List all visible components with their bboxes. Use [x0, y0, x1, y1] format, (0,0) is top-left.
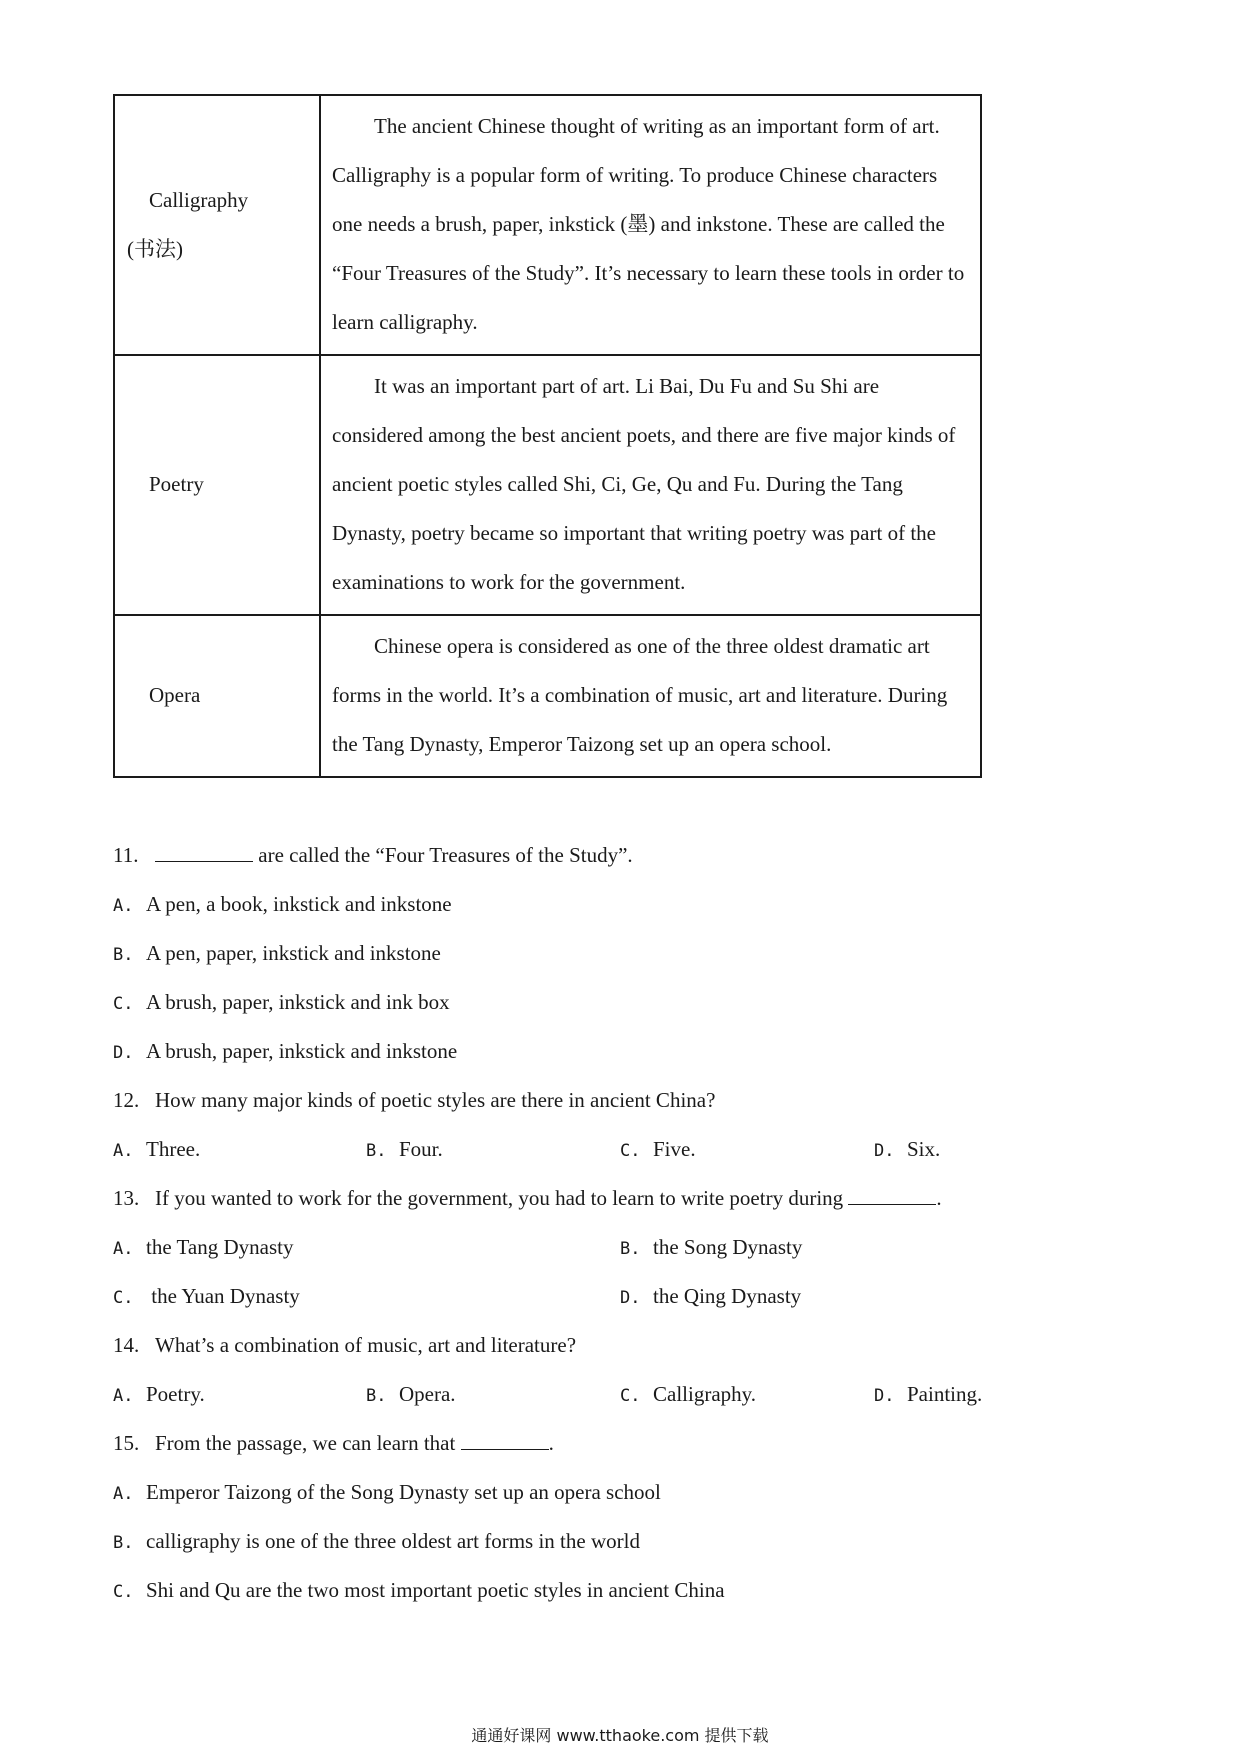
question-text-end: . [548, 1431, 554, 1455]
option-text: A brush, paper, inkstick and inkstone [146, 1039, 458, 1063]
option-letter: D. [874, 1386, 895, 1406]
question-12 [113, 1088, 715, 1112]
question-number: 15. [113, 1431, 140, 1455]
table-row [114, 615, 981, 778]
question-text: How many major kinds of poetic styles are there in ancient China? [155, 1088, 716, 1112]
option-b[interactable] [113, 1529, 640, 1555]
option-text: the Song Dynasty [653, 1235, 803, 1259]
option-letter: A. [113, 1386, 134, 1406]
option-letter: C. [620, 1141, 641, 1161]
option-text: Three. [146, 1137, 201, 1161]
option-a[interactable] [113, 1382, 205, 1408]
option-c[interactable] [113, 1284, 300, 1310]
option-letter: A. [113, 1141, 134, 1161]
option-letter: B. [620, 1239, 641, 1259]
topic-cell [114, 95, 320, 355]
option-text: Poetry. [146, 1382, 205, 1406]
answer-blank [848, 1186, 936, 1205]
description-cell [320, 615, 981, 778]
question-number: 14. [113, 1333, 140, 1357]
topic-name: Poetry [149, 472, 204, 497]
option-b[interactable] [113, 941, 441, 967]
option-text: Four. [399, 1137, 443, 1161]
question-13 [113, 1186, 942, 1210]
option-text: Five. [653, 1137, 696, 1161]
answer-blank [461, 1431, 549, 1450]
option-text: A brush, paper, inkstick and ink box [146, 990, 450, 1014]
option-a[interactable] [113, 1480, 661, 1506]
topic-cell [114, 355, 320, 615]
page-footer: 通通好课网 www.tthaoke.com 提供下载 [471, 1726, 769, 1745]
option-d[interactable] [874, 1137, 940, 1163]
question-text: If you wanted to work for the government, you had to learn to write poetry during [155, 1186, 849, 1210]
option-text: A pen, paper, inkstick and inkstone [146, 941, 441, 965]
question-text: What’s a combination of music, art and literature? [155, 1333, 577, 1357]
option-text: Six. [907, 1137, 941, 1161]
option-b[interactable] [366, 1382, 456, 1408]
option-letter: B. [113, 945, 134, 965]
option-text: Shi and Qu are the two most important poetic styles in ancient China [146, 1578, 725, 1602]
option-d[interactable] [620, 1284, 801, 1310]
topic-name: Opera [149, 683, 201, 708]
question-text: From the passage, we can learn that [155, 1431, 461, 1455]
option-c[interactable] [113, 1578, 725, 1604]
option-text: A pen, a book, inkstick and inkstone [146, 892, 452, 916]
description-text: The ancient Chinese thought of writing as an important form of art. Calligraphy is a popular form of writing. To produce Chinese characters one needs a brush, paper, inkstick (墨) and inkstone. These are called the “Four Treasures of the Study”. It’s necessary to learn these tools in order to learn calligraphy. [332, 114, 965, 335]
option-letter: D. [620, 1288, 641, 1308]
question-number: 11. [113, 843, 139, 867]
question-text-end: . [936, 1186, 942, 1210]
option-text: Emperor Taizong of the Song Dynasty set up an opera school [146, 1480, 661, 1504]
table-row [114, 95, 981, 355]
option-letter: A. [113, 896, 134, 916]
option-a[interactable] [113, 892, 452, 918]
topic-cell [114, 615, 320, 778]
option-c[interactable] [620, 1137, 696, 1163]
option-letter: A. [113, 1239, 134, 1259]
option-letter: B. [366, 1386, 387, 1406]
option-letter: C. [113, 1582, 134, 1602]
option-letter: B. [113, 1533, 134, 1553]
question-number: 13. [113, 1186, 140, 1210]
description-text: Chinese opera is considered as one of the three oldest dramatic art forms in the world. It’s a combination of music, art and literature. During the Tang Dynasty, Emperor Taizong set up an opera school. [332, 634, 948, 757]
topic-name: Calligraphy [149, 187, 249, 212]
option-c[interactable] [620, 1382, 756, 1408]
option-a[interactable] [113, 1235, 293, 1261]
option-letter: D. [874, 1141, 895, 1161]
option-letter: C. [113, 994, 134, 1014]
option-letter: C. [620, 1386, 641, 1406]
option-b[interactable] [620, 1235, 802, 1261]
option-b[interactable] [366, 1137, 443, 1163]
option-c[interactable] [113, 990, 450, 1016]
option-text: Opera. [399, 1382, 456, 1406]
option-letter: D. [113, 1043, 134, 1063]
question-number: 12. [113, 1088, 140, 1112]
option-letter: B. [366, 1141, 387, 1161]
option-a[interactable] [113, 1137, 200, 1163]
option-letter: A. [113, 1484, 134, 1504]
table-row [114, 355, 981, 615]
option-text: the Yuan Dynasty [146, 1284, 300, 1308]
question-11 [113, 843, 633, 867]
option-d[interactable] [113, 1039, 457, 1065]
question-14 [113, 1333, 576, 1357]
option-text: the Tang Dynasty [146, 1235, 294, 1259]
description-cell [320, 355, 981, 615]
culture-table [113, 94, 982, 778]
option-text: the Qing Dynasty [653, 1284, 802, 1308]
option-d[interactable] [874, 1382, 982, 1408]
question-15 [113, 1431, 554, 1455]
description-text: It was an important part of art. Li Bai, Du Fu and Su Shi are considered among the best ancient poets, and there are five major kinds of ancient poetic styles called Shi, Ci, Ge, Qu and Fu. During the Tang Dynasty, poetry became so important that writing poetry was part of the examinations to work for the government. [332, 374, 956, 595]
option-letter: C. [113, 1288, 134, 1308]
option-text: calligraphy is one of the three oldest art forms in the world [146, 1529, 640, 1553]
option-text: Calligraphy. [653, 1382, 757, 1406]
option-text: Painting. [907, 1382, 983, 1406]
description-cell [320, 95, 981, 355]
topic-chinese: (书法) [127, 236, 183, 261]
answer-blank [155, 843, 253, 862]
question-text: are called the “Four Treasures of the Study”. [253, 843, 633, 867]
